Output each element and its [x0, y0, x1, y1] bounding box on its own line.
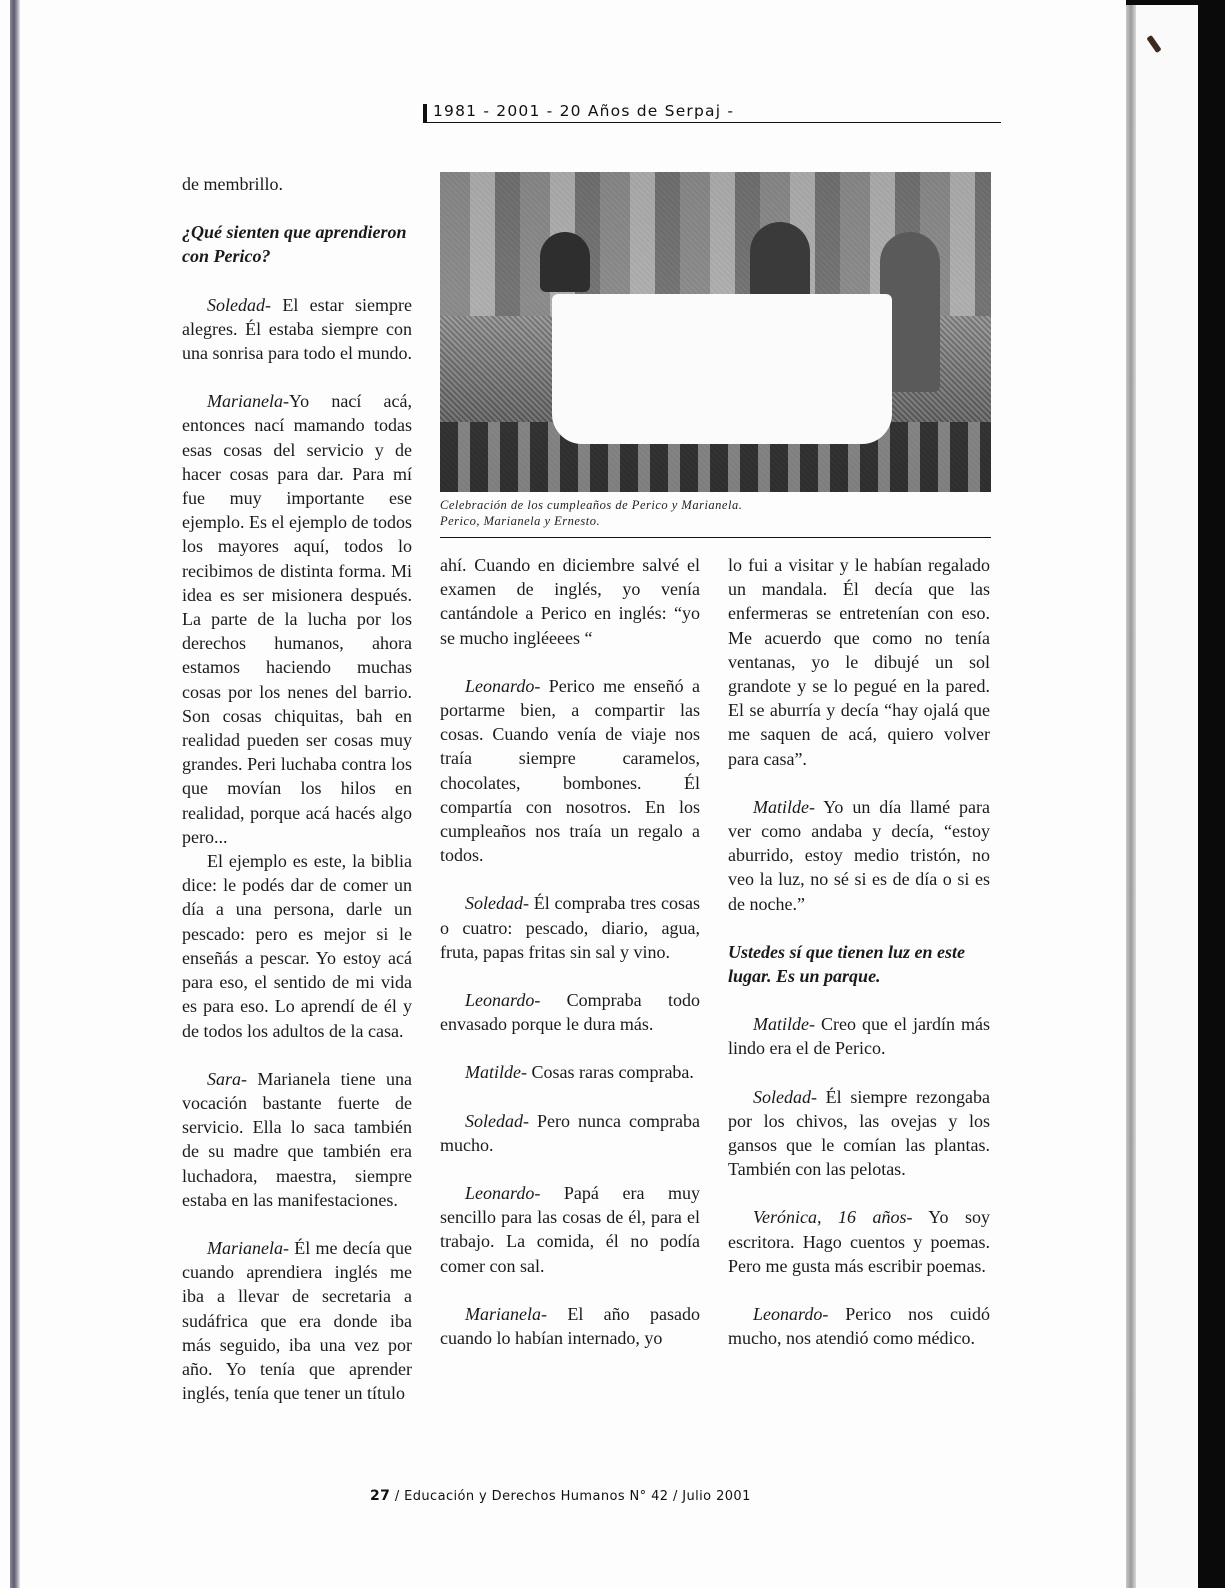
speaker-name: Leonardo-	[753, 1304, 829, 1325]
speaker-text: Creo que el jardín más lindo era el de Perico.	[728, 1014, 990, 1059]
paragraph	[728, 1302, 990, 1350]
paragraph	[182, 293, 412, 366]
paragraph	[440, 1302, 700, 1350]
speaker-text: Marianela tiene una vocación bastante fuerte de servicio. Ella lo saca también de su madre que también era luchadora, maestra, siempre estaba en las manifestaciones.	[182, 1068, 412, 1210]
speaker-name: Leonardo-	[465, 1183, 541, 1204]
speaker-text: Yo soy escritora. Hago cuentos y poemas. Pero me gusta más escribir poemas.	[728, 1207, 990, 1276]
header-bar	[423, 104, 427, 123]
speaker-text: El estar siempre alegres. Él estaba siempre con una sonrisa para todo el mundo.	[182, 294, 412, 364]
running-header	[423, 100, 1001, 123]
speaker-name: Leonardo-	[465, 990, 541, 1011]
speaker-name: Matilde-	[465, 1062, 527, 1083]
header-title: 1981 - 2001 - 20 Años de Serpaj -	[433, 102, 735, 120]
paragraph	[728, 795, 990, 916]
speaker-text: Papá era muy sencillo para las cosas de él, para el trabajo. La comida, él no podía comer con sal.	[440, 1183, 700, 1276]
paragraph: de membrillo.	[182, 174, 283, 194]
interview-question: Ustedes sí que tienen luz en este lugar. Es un parque.	[728, 941, 965, 987]
speaker-name: Soledad-	[465, 893, 529, 914]
column-2	[440, 553, 700, 1350]
speaker-name: Sara-	[207, 1068, 247, 1089]
speaker-text: Cosas raras compraba.	[526, 1062, 694, 1083]
paragraph	[440, 988, 700, 1036]
photo-person	[540, 232, 590, 292]
speaker-name: Marianela-	[465, 1303, 547, 1324]
speaker-text: Compraba todo envasado porque le dura más.	[440, 990, 700, 1035]
paragraph	[728, 1012, 990, 1060]
speaker-name: Matilde-	[753, 1014, 815, 1035]
speaker-name: Soledad-	[465, 1110, 529, 1131]
page-binding-shadow	[10, 0, 20, 1588]
speaker-text: Él siempre rezongaba por los chivos, las ovejas y los gansos que le comían las plantas. También con las pelotas.	[728, 1086, 990, 1180]
paragraph: ahí. Cuando en diciembre salvé el examen de inglés, yo venía cantándole a Perico en inglés: “yo se mucho ingléeees “	[440, 555, 700, 648]
paragraph	[440, 1181, 700, 1278]
caption-line: Perico, Marianela y Ernesto.	[440, 514, 601, 528]
paragraph	[440, 1060, 700, 1084]
paragraph	[728, 1205, 990, 1278]
photo-person	[750, 222, 810, 302]
speaker-name: Leonardo-	[465, 675, 541, 696]
paragraph	[182, 389, 412, 849]
column-1	[182, 172, 412, 1405]
paragraph	[728, 1085, 990, 1182]
speaker-text: Él compraba tres cosas o cuatro: pescado, diario, agua, fruta, papas fritas sin sal y vino.	[440, 893, 700, 962]
caption-line: Celebración de los cumpleaños de Perico y Marianela.	[440, 498, 743, 512]
paragraph: lo fui a visitar y le habían regalado un mandala. Él decía que las enfermeras se entretenían con eso. Me acuerdo que como no tenía ventanas, yo le dibujé un sol grandote y se lo pegué en la pared. El se aburría y decía “hay ojalá que me saquen de acá, quiero volver para casa”.	[728, 555, 990, 769]
speaker-text: Pero nunca compraba mucho.	[440, 1110, 700, 1155]
footer-separator: /	[390, 1489, 405, 1504]
speaker-text: El año pasado cuando lo habían internado, yo	[440, 1303, 700, 1349]
scan-background	[1198, 0, 1225, 1588]
speaker-text: Yo un día llamé para ver como andaba y decía, “estoy aburrido, estoy medio tristón, no veo la luz, no sé si es de día o si es de noche.”	[728, 796, 990, 914]
speaker-name: Verónica, 16 años-	[753, 1207, 913, 1228]
speaker-name: Marianela-	[207, 391, 289, 412]
photo-caption	[440, 497, 991, 538]
speaker-text: Yo nací acá, entonces nací mamando todas esas cosas del servicio y de hacer cosas para dar. Para mí fue muy importante ese ejemplo. Es el ejemplo de todos los mayores aquí, todos lo recibimos de distinta forma. Mi idea es ser misionera después. La parte de la lucha por los derechos humanos, ahora estamos haciendo muchas cosas por los nenes del barrio. Son cosas chiquitas, bah en realidad pueden ser cosas muy grandes. Peri luchaba contra los que movían los hilos en realidad, porque acá hacés algo pero...	[182, 391, 412, 847]
scan-background-top	[1126, 0, 1225, 5]
photo-birthday-celebration	[440, 172, 991, 492]
speaker-name: Matilde-	[753, 796, 815, 817]
paragraph	[440, 674, 700, 868]
paragraph: El ejemplo es este, la biblia dice: le podés dar de comer un día a una persona, darle un pescado: pero es mejor si le enseñás a pescar. Yo estoy acá para eso, el sentido de mi vida es para eso. Lo aprendí de él y de todos los adultos de la casa.	[182, 851, 412, 1041]
next-page-margin	[1136, 0, 1198, 1588]
page-footer	[370, 1488, 751, 1504]
paragraph	[440, 891, 700, 964]
paragraph	[182, 1067, 412, 1212]
speaker-text: Perico me enseñó a portarme bien, a compartir las cosas. Cuando venía de viaje nos traía siempre caramelos, chocolates, bombones. Él compartía con nosotros. En los cumpleaños nos traía un regalo a todos.	[440, 675, 700, 866]
speaker-name: Soledad-	[753, 1086, 817, 1107]
speaker-name: Soledad-	[207, 294, 271, 315]
paragraph	[182, 1236, 412, 1405]
column-3	[728, 553, 990, 1350]
page-number: 27	[370, 1488, 391, 1504]
interview-question: ¿Qué sienten que aprendieron con Perico?	[182, 222, 407, 267]
speaker-name: Marianela-	[207, 1237, 289, 1258]
photo-table	[552, 294, 892, 444]
paragraph	[440, 1109, 700, 1157]
speaker-text: Él me decía que cuando aprendiera inglés me iba a llevar de secretaria a sudáfrica que era donde iba más seguido, iba una vez por año. Yo tenía que aprender inglés, tenía que tener un título	[182, 1237, 412, 1404]
publication-info: Educación y Derechos Humanos N° 42 / Julio 2001	[404, 1489, 751, 1504]
speaker-text: Perico nos cuidó mucho, nos atendió como médico.	[728, 1304, 990, 1349]
page-edge	[1126, 0, 1136, 1588]
